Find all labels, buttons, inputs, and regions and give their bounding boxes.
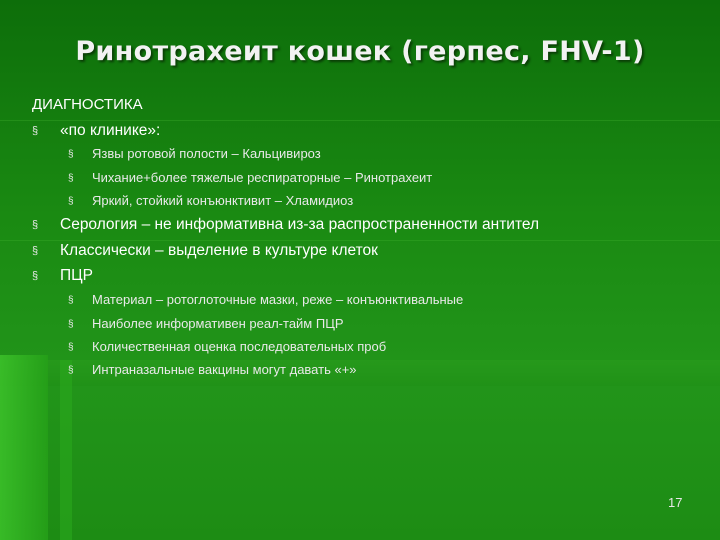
bullet-marker: §	[68, 365, 74, 377]
bullet-marker: §	[68, 319, 74, 331]
bullet-marker: §	[68, 173, 74, 185]
bullet-text: «по клинике»:	[60, 122, 161, 139]
bullet-text: Интраназальные вакцины могут давать «+»	[92, 362, 357, 377]
slide-title: Ринотрахеит кошек (герпес, FHV-1)	[75, 36, 645, 67]
bullet-item	[32, 216, 539, 234]
sub-bullet-item	[68, 170, 432, 185]
sub-bullet-item	[68, 362, 357, 377]
bullet-marker: §	[32, 218, 39, 231]
bullet-text: Количественная оценка последовательных проб	[92, 339, 387, 354]
bullet-text: Чихание+более тяжелые респираторные – Ринотрахеит	[92, 170, 433, 185]
bullet-text: Классически – выделение в культуре клеток	[60, 242, 378, 259]
background-stripe-thin	[60, 360, 72, 540]
sub-bullet-item	[68, 146, 321, 161]
bullet-marker: §	[32, 124, 39, 137]
bullet-item	[32, 122, 160, 140]
bullet-marker: §	[68, 196, 74, 208]
background-line	[0, 240, 720, 241]
bullet-item	[32, 242, 378, 260]
sub-bullet-item	[68, 339, 386, 354]
bullet-marker: §	[32, 244, 39, 257]
section-heading: ДИАГНОСТИКА	[32, 96, 143, 113]
bullet-text: Серология – не информативна из-за распространенности антител	[60, 216, 540, 233]
bullet-item	[32, 267, 93, 285]
bullet-marker: §	[68, 342, 74, 354]
page-number: 17	[668, 495, 683, 510]
bullet-text: Язвы ротовой полости – Кальцивироз	[92, 146, 321, 161]
bullet-text: ПЦР	[60, 267, 93, 284]
bullet-text: Материал – ротоглоточные мазки, реже – конъюнктивальные	[92, 292, 464, 307]
sub-bullet-item	[68, 292, 463, 307]
sub-bullet-item	[68, 316, 344, 331]
bullet-text: Наиболее информативен реал-тайм ПЦР	[92, 316, 344, 331]
bullet-text: Яркий, стойкий конъюнктивит – Хламидиоз	[92, 193, 354, 208]
background-stripe	[0, 355, 48, 540]
bullet-marker: §	[32, 269, 39, 282]
bullet-marker: §	[68, 149, 74, 161]
background-line	[0, 120, 720, 121]
bullet-marker: §	[68, 295, 74, 307]
sub-bullet-item	[68, 193, 353, 208]
